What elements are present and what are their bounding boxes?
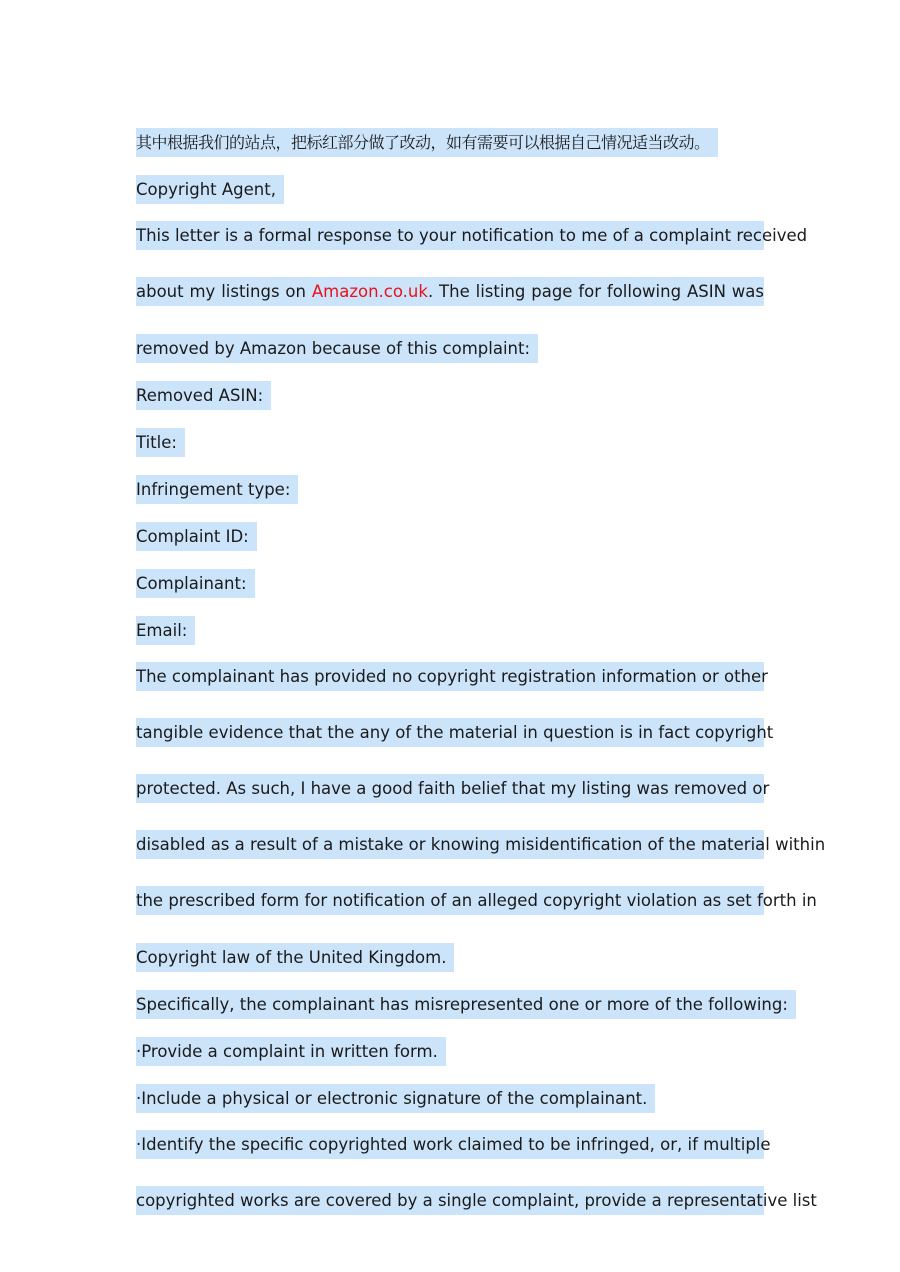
bullet-1 <box>136 1027 764 1074</box>
bullet-3-text-1: ·Identify the specific copyrighted work claimed to be infringed, or, if multiple <box>136 1130 764 1159</box>
removed-asin-label: Removed ASIN: <box>136 381 271 410</box>
field-removed-asin <box>136 371 764 418</box>
para1-line3 <box>136 324 764 371</box>
complainant-label: Complainant: <box>136 569 255 598</box>
para2-text-5: the prescribed form for notification of an alleged copyright violation as set forth in <box>136 886 764 915</box>
para1-line2 <box>136 277 764 324</box>
title-label: Title: <box>136 428 185 457</box>
para1-line1 <box>136 221 808 268</box>
para2-text-4: disabled as a result of a mistake or knowing misidentification of the material within <box>136 830 764 859</box>
site-name-red: Amazon.co.uk <box>311 282 428 301</box>
para3-line <box>136 980 788 1027</box>
para1-text-2-pre: about my listings on <box>136 282 312 301</box>
salutation: Copyright Agent, <box>136 175 284 204</box>
para2-text-1: The complainant has provided no copyright registration information or other <box>136 662 764 691</box>
para2-line4 <box>136 830 826 877</box>
para2-line6 <box>136 933 764 980</box>
bullet-3-line1 <box>136 1130 771 1177</box>
infringement-type-label: Infringement type: <box>136 475 298 504</box>
para2-line2 <box>136 718 774 765</box>
para2-line5 <box>136 886 817 933</box>
field-complainant <box>136 559 764 606</box>
para2-text-3: protected. As such, I have a good faith belief that my listing was removed or <box>136 774 764 803</box>
field-infringement-type <box>136 465 764 512</box>
document-page <box>136 118 826 1233</box>
para2-text-2: tangible evidence that the any of the material in question is in fact copyright <box>136 718 764 747</box>
para2-line1 <box>136 662 768 709</box>
salutation-line <box>136 165 764 212</box>
para2-text-6: Copyright law of the United Kingdom. <box>136 943 454 972</box>
bullet-3-text-2: copyrighted works are covered by a single complaint, provide a representative list <box>136 1186 764 1215</box>
email-label: Email: <box>136 616 195 645</box>
bullet-3-line2 <box>136 1186 817 1233</box>
para1-text-3: removed by Amazon because of this complaint: <box>136 334 538 363</box>
intro-note-line <box>136 118 764 165</box>
field-email <box>136 606 764 653</box>
para3-text: Specifically, the complainant has misrepresented one or more of the following: <box>136 990 796 1019</box>
bullet-1-text: ·Provide a complaint in written form. <box>136 1037 446 1066</box>
para2-line3 <box>136 774 770 821</box>
bullet-2-text: ·Include a physical or electronic signature of the complainant. <box>136 1084 655 1113</box>
para1-text-1: This letter is a formal response to your notification to me of a complaint received <box>136 221 764 250</box>
complaint-id-label: Complaint ID: <box>136 522 257 551</box>
field-title <box>136 418 764 465</box>
para1-text-2 <box>136 277 764 306</box>
field-complaint-id <box>136 512 764 559</box>
bullet-2 <box>136 1074 764 1121</box>
para1-text-2-post: . The listing page for following ASIN was <box>427 282 764 301</box>
intro-note: 其中根据我们的站点，把标红部分做了改动，如有需要可以根据自己情况适当改动。 <box>136 128 718 157</box>
